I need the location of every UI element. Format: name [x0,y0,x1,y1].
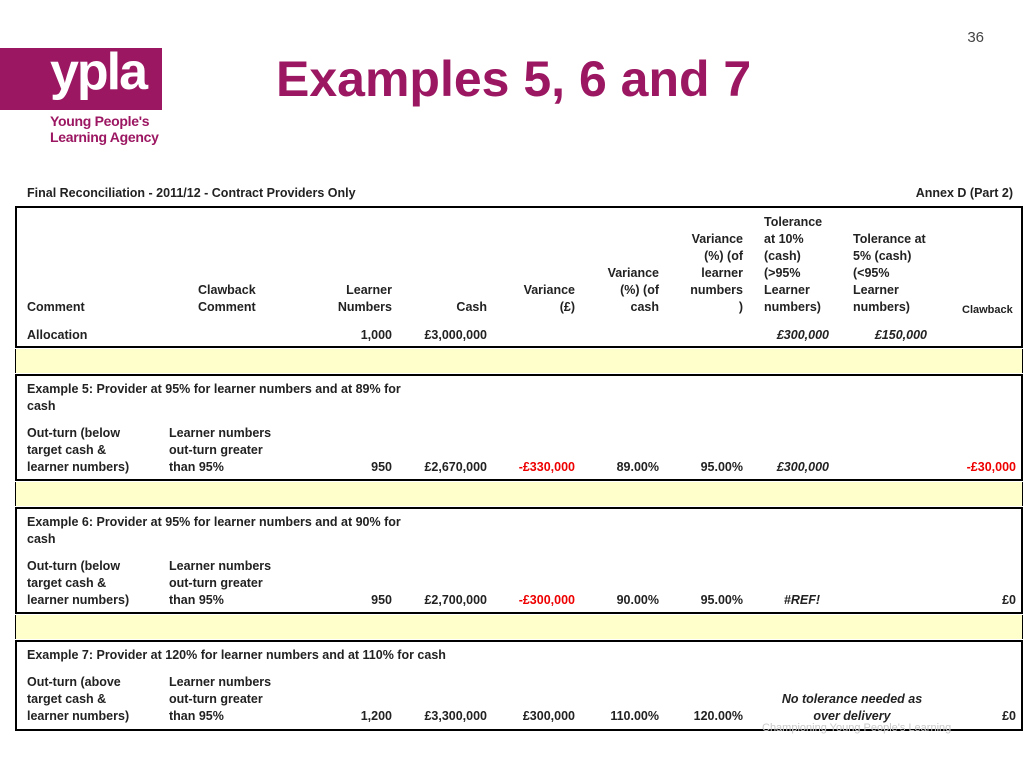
col-header-clawback-comment: Clawback Comment [198,283,256,314]
row-clawback-comment: Learner numbers out-turn greater than 95% [169,426,272,474]
row-variance-cash: 90.00% [616,593,659,607]
row-cash: £2,700,000 [424,593,487,607]
col-header-learner-numbers: Learner Numbers [337,283,392,314]
row-clawback-comment: Learner numbers out-turn greater than 95% [169,675,272,723]
col-header-clawback: Clawback [962,304,1013,316]
slide-title: Examples 5, 6 and 7 [276,51,752,107]
row-learners: 950 [371,460,392,474]
allocation-label: Allocation [27,328,88,342]
allocation-learners: 1,000 [360,328,392,342]
col-header-tolerance-5: Tolerance at 5% (cash) (<95% Learner numbers) [853,232,926,314]
example-6-table [15,507,1023,614]
table-caption: Final Reconciliation - 2011/12 - Contract Providers Only [27,186,356,200]
row-comment: Out-turn (above target cash & learner numbers) [27,675,130,723]
col-header-variance-gbp: Variance (£) [523,283,575,314]
separator-band [15,349,1023,373]
col-header-tolerance-10: Tolerance at 10% (cash) (>95% Learner numbers) [764,215,823,314]
separator-band [15,615,1023,639]
col-header-variance-cash: Variance (%) (of cash [607,266,659,314]
row-variance-gbp: -£300,000 [518,593,575,607]
logo-subtitle-line-2: Learning Agency [50,129,159,145]
example-title: Example 7: Provider at 120% for learner numbers and at 110% for cash [27,648,446,662]
row-tolerance-note: No tolerance needed as over delivery [781,692,923,723]
row-clawback-comment: Learner numbers out-turn greater than 95% [169,559,272,607]
row-comment: Out-turn (below target cash & learner numbers) [27,559,130,607]
row-tolerance-10: £300,000 [776,460,829,474]
header-table [15,206,1023,348]
row-clawback: £0 [1002,593,1016,607]
annex-label: Annex D (Part 2) [915,186,1013,200]
row-variance-gbp: -£330,000 [518,460,575,474]
row-variance-learner: 95.00% [700,593,743,607]
separator-band [15,482,1023,506]
example-7-table [15,640,1023,731]
footer-watermark: Championing Young People's Learning [762,722,952,734]
row-clawback: £0 [1002,709,1016,723]
logo-subtitle [50,113,159,145]
row-learners: 1,200 [360,709,392,723]
row-tolerance-10: #REF! [783,593,820,607]
col-header-cash: Cash [456,300,487,314]
row-variance-gbp: £300,000 [522,709,575,723]
ypla-logo: ypla [50,43,147,101]
logo-subtitle-line-1: Young People's [50,113,150,129]
row-comment: Out-turn (below target cash & learner numbers) [27,426,130,474]
row-variance-learner: 95.00% [700,460,743,474]
example-title: Example 5: Provider at 95% for learner numbers and at 89% for cash [27,382,401,413]
row-variance-cash: 110.00% [610,709,659,723]
row-learners: 950 [371,593,392,607]
row-variance-cash: 89.00% [616,460,659,474]
page-number: 36 [967,29,984,46]
allocation-tolerance-10: £300,000 [776,328,829,342]
col-header-variance-learner: Variance (%) (of learner numbers ) [690,232,743,314]
example-5-table [15,374,1023,481]
row-cash: £3,300,000 [424,709,487,723]
row-cash: £2,670,000 [424,460,487,474]
row-variance-learner: 120.00% [693,709,743,723]
col-header-comment: Comment [27,300,85,314]
row-clawback: -£30,000 [966,460,1016,474]
allocation-cash: £3,000,000 [424,328,487,342]
allocation-tolerance-5: £150,000 [874,328,927,342]
example-title: Example 6: Provider at 95% for learner numbers and at 90% for cash [27,515,401,546]
